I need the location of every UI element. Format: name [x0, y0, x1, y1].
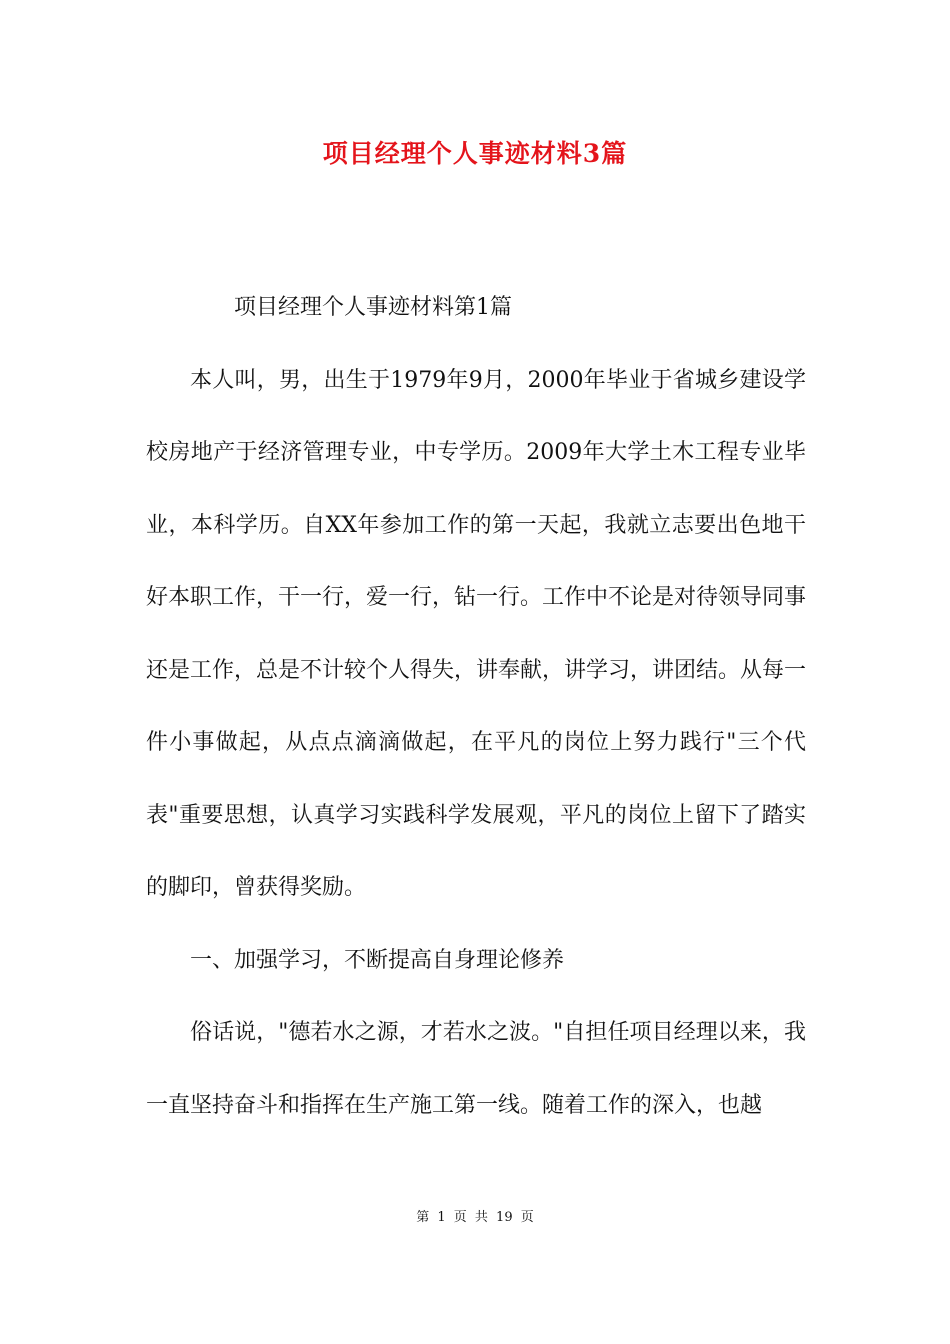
subheading: 一、加强学习，不断提高自身理论修养 [190, 947, 565, 973]
paragraph: 俗话说，"德若水之源，才若水之波。"自担任项目经理以来，我一直坚持奋斗和指挥在生产施工第一线。随着工作的深入，也越 [146, 1020, 806, 1118]
document-title: 项目经理个人事迹材料3篇 [322, 139, 628, 168]
page-number-footer: 第 1 页 共 19 页 [416, 1210, 534, 1225]
paragraph: 本人叫，男，出生于1979年9月，2000年毕业于省城乡建设学校房地产于经济管理专业，中专学历。2009年大学土木工程专业毕业，本科学历。自XX年参加工作的第一天起，我就立志要出色地干好本职工作，干一行，爱一行，钻一行。工作中不论是对待领导同事还是工作，总是不计较个人得失，讲奉献，讲学习，讲团结。从每一件小事做起，从点点滴滴做起，在平凡的岗位上努力践行"三个代表"重要思想，认真学习实践科学发展观，平凡的岗位上留下了踏实的脚印，曾获得奖励。 [146, 367, 807, 900]
section-heading: 项目经理个人事迹材料第1篇 [234, 295, 512, 320]
document-body [146, 272, 806, 1142]
